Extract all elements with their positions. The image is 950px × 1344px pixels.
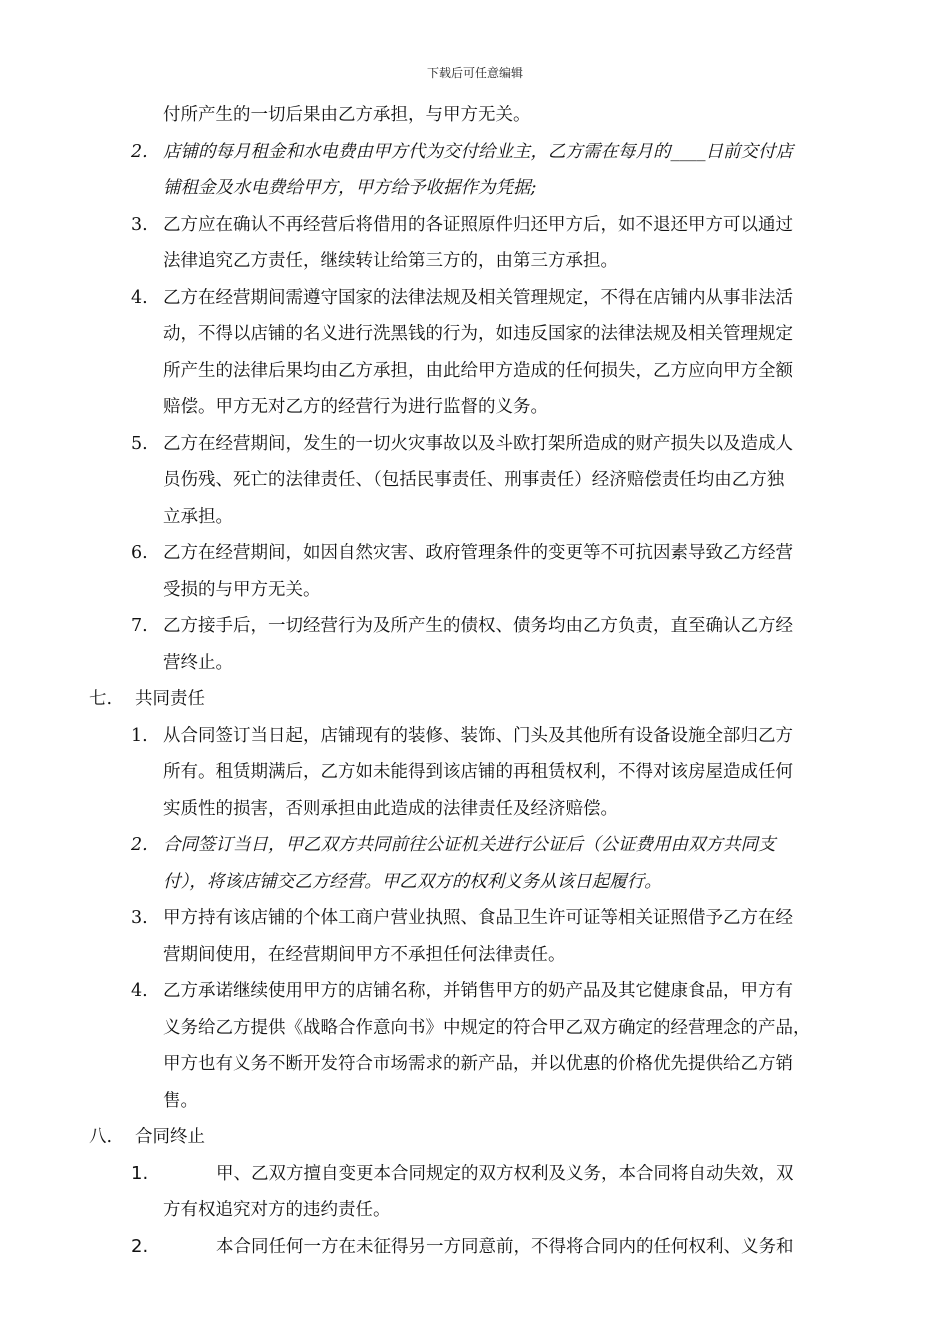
- item-number: 4.: [131, 287, 148, 308]
- item-number: 4.: [131, 981, 148, 1001]
- page-header-note: 下载后可任意编辑: [426, 66, 523, 80]
- item-text: 乙方在经营期间，如因自然灾害、政府管理条件的变更等不可抗因素导致乙方经营 受损的与甲方无关。: [163, 543, 793, 600]
- continuation-line: 付所产生的一切后果由乙方承担，与甲方无关。: [163, 105, 531, 125]
- section-title: 共同责任: [135, 689, 205, 709]
- item-text: 本合同任何一方在未征得另一方同意前，不得将合同内的任何权利、义务和: [216, 1236, 794, 1257]
- item-number: 1.: [131, 725, 148, 746]
- list-item: [0, 134, 950, 207]
- item-text: 甲、乙双方擅自变更本合同规定的双方权利及义务，本合同将自动失效，双 方有权追究对方的违约责任。: [163, 1163, 794, 1220]
- item-number: 6.: [131, 543, 148, 563]
- list-item: [0, 608, 950, 681]
- list-item: [0, 827, 950, 900]
- item-number: 7.: [131, 616, 148, 636]
- item-text: 乙方接手后，一切经营行为及所产生的债权、债务均由乙方负责，直至确认乙方经 营终止。: [163, 616, 793, 673]
- list-item: [0, 1156, 950, 1229]
- item-number: 3.: [131, 908, 148, 928]
- item-text: 乙方承诺继续使用甲方的店铺名称，并销售甲方的奶产品及其它健康食品，甲方有 义务给乙方提供《战略合作意向书》中规定的符合甲乙双方确定的经营理念的产品， 甲方也有义务不断开发符合市场需求的新产品，并以优惠的价格优先提供给乙方销 售。: [163, 981, 811, 1111]
- list-item: [0, 207, 950, 280]
- section8-list: [0, 1156, 950, 1266]
- item-text: 店铺的每月租金和水电费由甲方代为交付给业主，乙方需在每月的____日前交付店 铺租金及水电费给甲方，甲方给予收据作为凭据;: [163, 141, 793, 198]
- item-number: 2.: [131, 835, 148, 855]
- item-text: 合同签订当日，甲乙双方共同前往公证机关进行公证后（公证费用由双方共同支 付），将该店铺交乙方经营。甲乙双方的权利义务从该日起履行。: [163, 835, 776, 892]
- section-number: 八.: [89, 1127, 113, 1147]
- item-number: 3.: [131, 214, 148, 235]
- item-text: 乙方在经营期间需遵守国家的法律法规及相关管理规定，不得在店铺内从事非法活 动，不得以店铺的名义进行洗黑钱的行为，如违反国家的法律法规及相关管理规定 所产生的法律后果均由乙方承担，由此给甲方造成的任何损失，乙方应向甲方全额 赔偿。甲方无对乙方的经营行为进行监督的义务。: [163, 287, 793, 417]
- list-item: [0, 1229, 950, 1266]
- list-item: [0, 280, 950, 426]
- list-item: [0, 718, 950, 828]
- item-number: 2.: [131, 1235, 149, 1257]
- section7-list: [0, 718, 950, 1120]
- section-number: 七.: [89, 689, 113, 709]
- document-body: [0, 97, 950, 1265]
- list-item: [0, 973, 950, 1119]
- item-number: 5.: [131, 433, 148, 454]
- item-text: 乙方在经营期间，发生的一切火灾事故以及斗欧打架所造成的财产损失以及造成人 员伤残、死亡的法律责任、（包括民事责任、刑事责任）经济赔偿责任均由乙方独 立承担。: [163, 433, 793, 527]
- item-number: 1.: [131, 1162, 149, 1184]
- list-item: [0, 535, 950, 608]
- item-text: 甲方持有该店铺的个体工商户营业执照、食品卫生许可证等相关证照借予乙方在经 营期间使用，在经营期间甲方不承担任何法律责任。: [163, 908, 793, 965]
- list-item: [0, 900, 950, 973]
- list-item: [0, 426, 950, 536]
- item-text: 乙方应在确认不再经营后将借用的各证照原件归还甲方后，如不退还甲方可以通过 法律追究乙方责任，继续转让给第三方的，由第三方承担。: [163, 214, 793, 271]
- item-text: 从合同签订当日起，店铺现有的装修、装饰、门头及其他所有设备设施全部归乙方 所有。租赁期满后，乙方如未能得到该店铺的再租赁权利，不得对该房屋造成任何 实质性的损害，否则承担由此造成的法律责任及经济赔偿。: [163, 725, 793, 819]
- section-title: 合同终止: [135, 1127, 205, 1147]
- section6-list: [0, 134, 950, 682]
- section-heading: [0, 681, 950, 718]
- section-heading: [0, 1119, 950, 1156]
- item-number: 2.: [131, 141, 148, 162]
